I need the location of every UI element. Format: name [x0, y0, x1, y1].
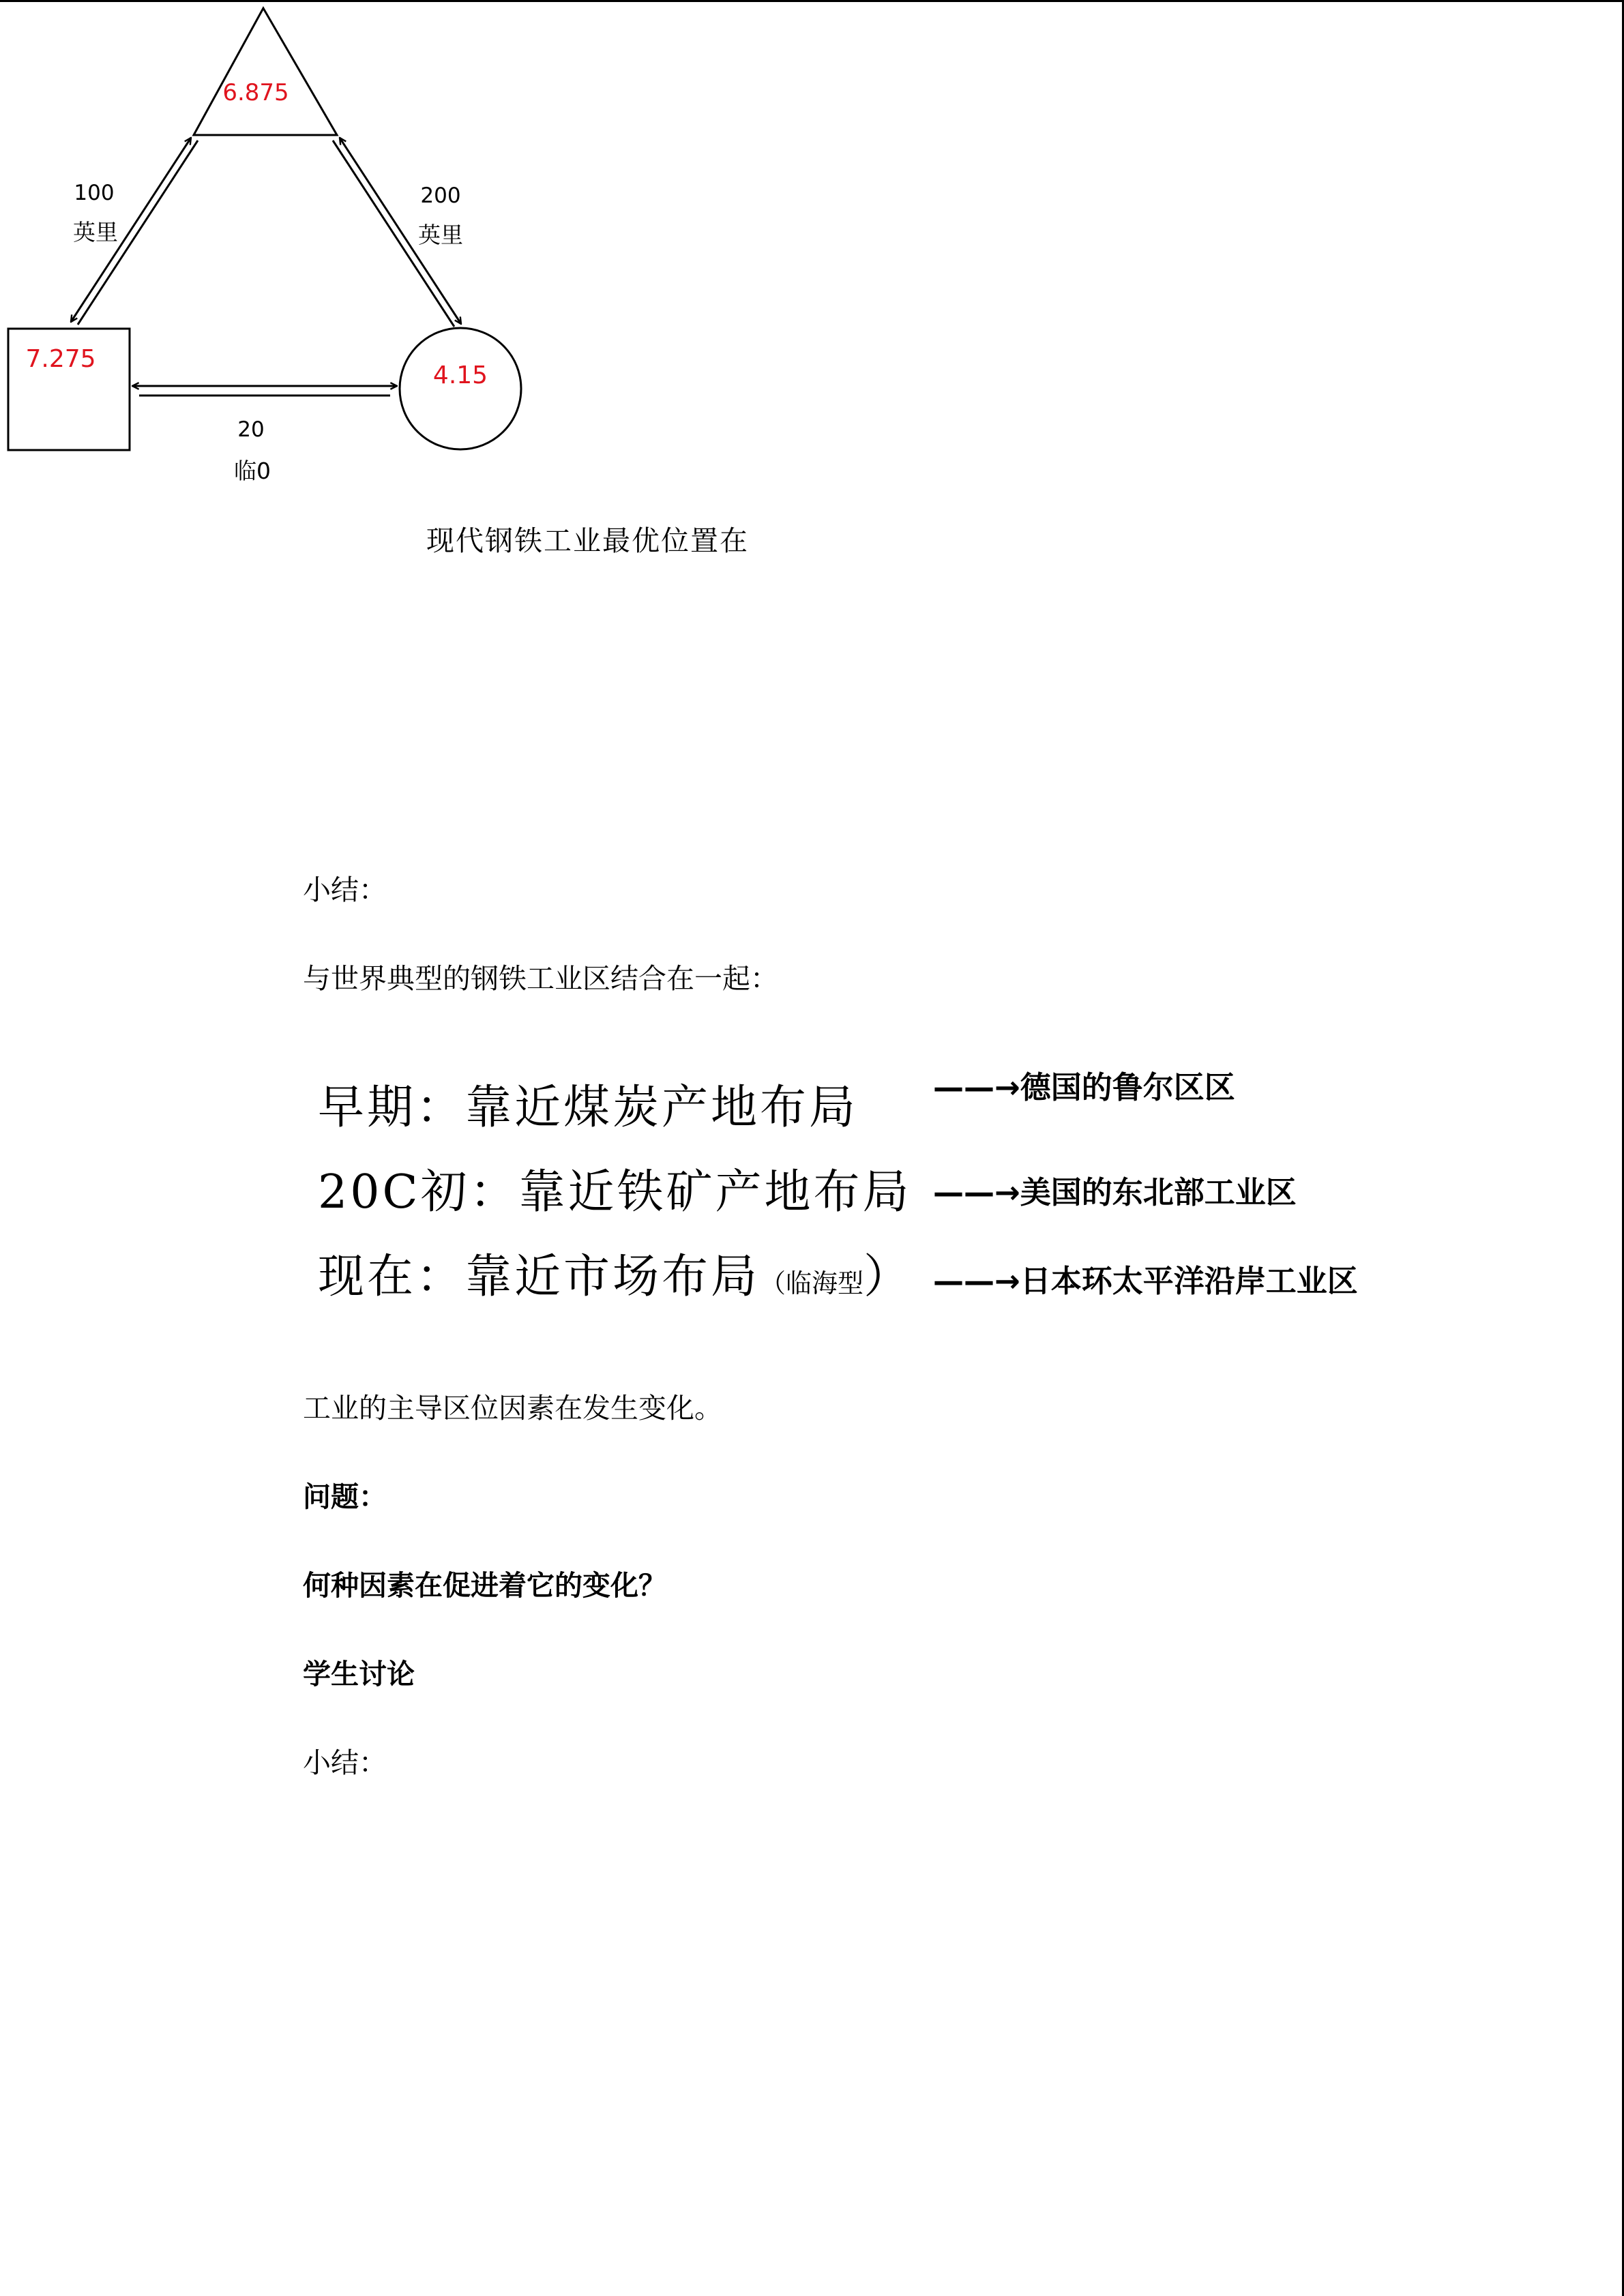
edge-bottom-distance: 20 — [237, 417, 265, 442]
triangle-node — [194, 8, 337, 135]
edge-left-distance: 100 — [74, 181, 115, 205]
edge-bottom-unit: 临0 — [234, 458, 271, 484]
stage-20c: 20C初：靠近铁矿产地布局 — [318, 1165, 912, 1219]
question-text: 何种因素在促进着它的变化？ — [303, 1569, 666, 1602]
square-value: 7.275 — [25, 345, 96, 373]
location-triangle-diagram — [0, 0, 818, 518]
stage-now-note: （临海型 — [760, 1268, 864, 1298]
edge-left-unit: 英里 — [73, 219, 118, 245]
summary-label-2: 小结： — [303, 1746, 387, 1779]
circle-value: 4.15 — [432, 361, 488, 389]
stage-early: 早期：靠近煤炭产地布局 — [318, 1081, 859, 1135]
discussion-text: 学生讨论 — [303, 1658, 415, 1690]
stage-20c-region: ——→美国的东北部工业区 — [933, 1174, 1297, 1210]
stage-now — [318, 1240, 913, 1306]
combine-text: 与世界典型的钢铁工业区结合在一起： — [303, 962, 778, 995]
edge-bottom-arrow — [132, 386, 397, 396]
edge-right-distance: 200 — [420, 183, 461, 208]
question-label: 问题： — [303, 1480, 387, 1513]
stage-now-paren: ） — [863, 1250, 913, 1304]
diagram-caption: 现代钢铁工业最优位置在 — [426, 524, 749, 557]
factor-change-text: 工业的主导区位因素在发生变化。 — [303, 1392, 722, 1425]
triangle-value: 6.875 — [222, 79, 289, 106]
stage-now-period: 现在：靠近市场布局 — [318, 1250, 761, 1304]
stage-now-region: ——→日本环太平洋沿岸工业区 — [933, 1263, 1358, 1299]
stage-early-region: ——→德国的鲁尔区区 — [933, 1069, 1235, 1105]
summary-label: 小结： — [303, 874, 387, 906]
edge-right-unit: 英里 — [418, 222, 463, 248]
